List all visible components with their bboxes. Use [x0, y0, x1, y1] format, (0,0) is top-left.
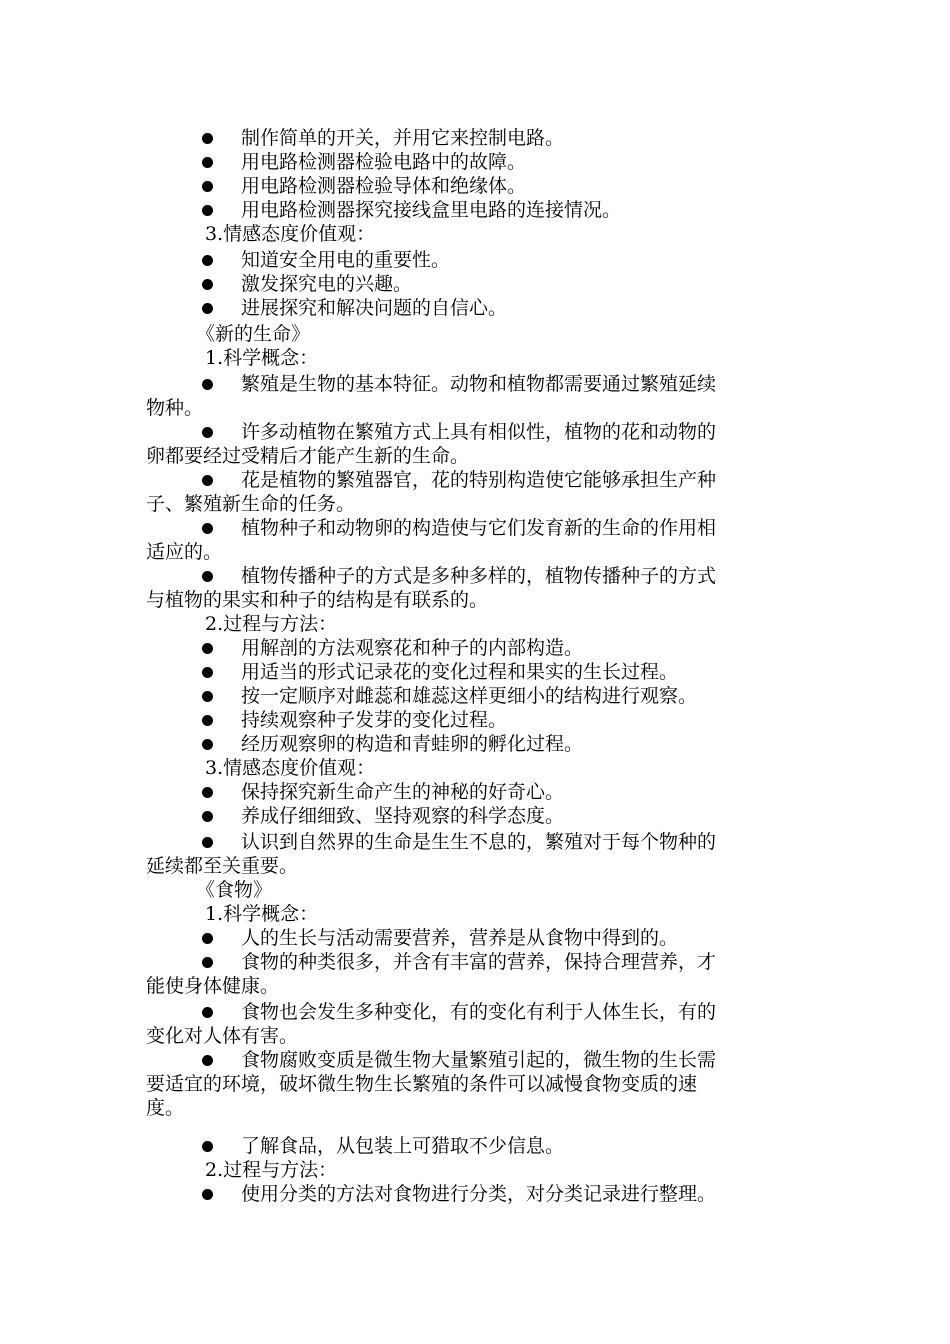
section-heading: 2.过程与方法： — [205, 613, 338, 635]
bullet-icon — [202, 667, 213, 678]
list-item-continuation: 延续都至关重要。 — [146, 855, 299, 877]
list-item-text: 食物的种类很多，并含有丰富的营养，保持合理营养，才 — [241, 951, 717, 973]
bullet-icon — [202, 523, 213, 534]
list-item-text: 经历观察卵的构造和青蛙卵的孵化过程。 — [241, 733, 584, 755]
list-item-continuation: 要适宜的环境，破坏微生物生长繁殖的条件可以减慢食物变质的速 — [146, 1073, 698, 1095]
list-item-text: 持续观察种子发芽的变化过程。 — [241, 709, 508, 731]
bullet-icon — [202, 1055, 213, 1066]
list-item-continuation: 变化对人体有害。 — [146, 1025, 299, 1047]
bullet-icon — [202, 787, 213, 798]
section-heading: 1.科学概念： — [205, 347, 319, 369]
section-heading: 1.科学概念： — [205, 903, 319, 925]
list-item-text: 了解食品，从包装上可猎取不少信息。 — [241, 1135, 565, 1157]
bullet-icon — [202, 1189, 213, 1200]
bullet-icon — [202, 181, 213, 192]
list-item-text: 激发探究电的兴趣。 — [241, 273, 413, 295]
bullet-icon — [202, 1007, 213, 1018]
list-item-text: 进展探究和解决问题的自信心。 — [241, 297, 508, 319]
list-item-continuation: 与植物的果实和种子的结构是有联系的。 — [146, 589, 489, 611]
list-item-text: 制作简单的开关，并用它来控制电路。 — [241, 127, 565, 149]
list-item-text: 用电路检测器检验电路中的故障。 — [241, 151, 527, 173]
list-item-text: 用电路检测器检验导体和绝缘体。 — [241, 175, 527, 197]
bullet-icon — [202, 303, 213, 314]
list-item-continuation: 能使身体健康。 — [146, 975, 280, 997]
bullet-icon — [202, 957, 213, 968]
bullet-icon — [202, 205, 213, 216]
bullet-icon — [202, 811, 213, 822]
list-item-text: 保持探究新生命产生的神秘的好奇心。 — [241, 781, 565, 803]
bullet-icon — [202, 475, 213, 486]
list-item-text: 按一定顺序对雌蕊和雄蕊这样更细小的结构进行观察。 — [241, 685, 698, 707]
list-item-text: 繁殖是生物的基本特征。动物和植物都需要通过繁殖延续 — [241, 373, 717, 395]
bullet-icon — [202, 933, 213, 944]
bullet-icon — [202, 427, 213, 438]
section-heading: 3.情感态度价值观： — [205, 757, 376, 779]
bullet-icon — [202, 715, 213, 726]
list-item-text: 用电路检测器探究接线盒里电路的连接情况。 — [241, 199, 622, 221]
list-item-continuation: 度。 — [146, 1097, 185, 1119]
bullet-icon — [202, 837, 213, 848]
list-item-continuation: 适应的。 — [146, 541, 223, 563]
list-item-text: 食物也会发生多种变化，有的变化有利于人体生长，有的 — [241, 1001, 717, 1023]
list-item-continuation: 物种。 — [146, 397, 204, 419]
list-item-continuation: 卵都要经过受精后才能产生新的生命。 — [146, 445, 470, 467]
section-heading: 2.过程与方法： — [205, 1159, 338, 1181]
list-item-text: 植物种子和动物卵的构造使与它们发育新的生命的作用相 — [241, 517, 717, 539]
bullet-icon — [202, 739, 213, 750]
bullet-icon — [202, 157, 213, 168]
list-item-text: 许多动植物在繁殖方式上具有相似性，植物的花和动物的 — [241, 421, 717, 443]
list-item-text: 养成仔细细致、坚持观察的科学态度。 — [241, 805, 565, 827]
list-item-text: 花是植物的繁殖器官，花的特别构造使它能够承担生产种 — [241, 469, 717, 491]
list-item-continuation: 子、繁殖新生命的任务。 — [146, 493, 356, 515]
bullet-icon — [202, 133, 213, 144]
list-item-text: 人的生长与活动需要营养，营养是从食物中得到的。 — [241, 927, 679, 949]
bullet-icon — [202, 255, 213, 266]
bullet-icon — [202, 1141, 213, 1152]
list-item-text: 知道安全用电的重要性。 — [241, 249, 451, 271]
list-item-text: 植物传播种子的方式是多种多样的，植物传播种子的方式 — [241, 565, 717, 587]
bullet-icon — [202, 571, 213, 582]
chapter-title: 《新的生命》 — [196, 323, 311, 345]
list-item-text: 食物腐败变质是微生物大量繁殖引起的，微生物的生长需 — [241, 1049, 717, 1071]
bullet-icon — [202, 643, 213, 654]
bullet-icon — [202, 279, 213, 290]
chapter-title: 《食物》 — [196, 879, 273, 901]
list-item-text: 用解剖的方法观察花和种子的内部构造。 — [241, 637, 584, 659]
section-heading: 3.情感态度价值观： — [205, 223, 376, 245]
list-item-text: 用适当的形式记录花的变化过程和果实的生长过程。 — [241, 661, 679, 683]
bullet-icon — [202, 379, 213, 390]
list-item-text: 认识到自然界的生命是生生不息的，繁殖对于每个物种的 — [241, 831, 717, 853]
bullet-icon — [202, 691, 213, 702]
list-item-text: 使用分类的方法对食物进行分类，对分类记录进行整理。 — [241, 1183, 717, 1205]
